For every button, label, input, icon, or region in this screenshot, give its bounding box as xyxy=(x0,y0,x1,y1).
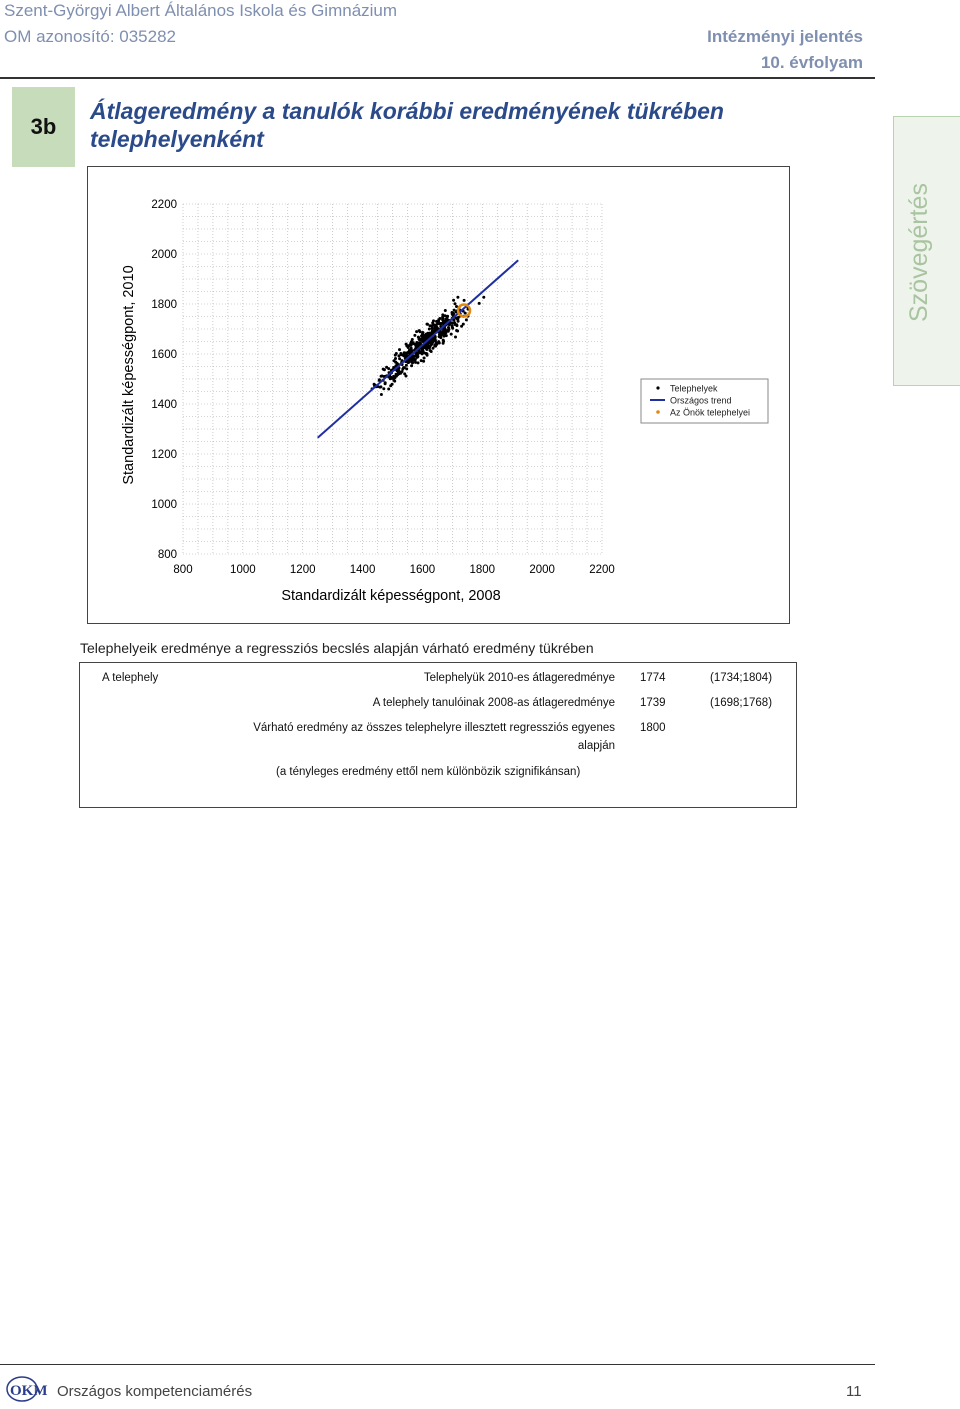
site-point xyxy=(405,367,408,370)
site-label: A telephely xyxy=(102,672,159,684)
om-id: OM azonosító: 035282 xyxy=(4,27,177,46)
y-tick-label: 1800 xyxy=(151,299,177,311)
y-tick-label: 1600 xyxy=(151,349,177,361)
site-point xyxy=(427,333,430,336)
site-point xyxy=(407,361,410,364)
site-point xyxy=(438,342,441,345)
y-tick-label: 1000 xyxy=(151,499,177,511)
site-point xyxy=(409,348,412,351)
y-tick-label: 800 xyxy=(157,549,177,561)
site-point xyxy=(432,319,435,322)
chart-legend xyxy=(641,379,768,423)
school-name: Szent-Györgyi Albert Általános Iskola és Gimnázium xyxy=(4,1,398,20)
site-point xyxy=(418,337,421,340)
footer-divider xyxy=(0,1364,875,1365)
site-point xyxy=(384,382,387,385)
site-point xyxy=(420,359,423,362)
site-point xyxy=(405,364,408,367)
site-point xyxy=(455,329,458,332)
site-point xyxy=(405,375,408,378)
svg-text:OKM: OKM xyxy=(10,1383,48,1399)
site-point xyxy=(426,354,429,357)
site-point xyxy=(399,352,402,355)
site-point xyxy=(394,357,397,360)
site-point xyxy=(465,318,468,321)
x-tick-label: 2200 xyxy=(589,564,615,576)
legend-item-sites: Telephelyek xyxy=(670,383,718,394)
x-axis-ticks xyxy=(173,564,614,576)
report-type: Intézményi jelentés xyxy=(707,27,863,46)
site-point xyxy=(425,333,428,336)
okm-logo xyxy=(4,1372,50,1404)
site-point xyxy=(452,299,455,302)
site-point xyxy=(464,312,467,315)
chart-canvas xyxy=(88,167,789,623)
site-point xyxy=(393,380,396,383)
site-point xyxy=(429,349,432,352)
site-point xyxy=(463,299,466,302)
legend-dot-icon xyxy=(656,386,659,389)
site-point xyxy=(406,344,409,347)
site-point xyxy=(478,302,481,305)
x-tick-label: 1600 xyxy=(409,564,436,576)
site-point xyxy=(428,328,431,331)
site-point xyxy=(412,341,415,344)
site-point xyxy=(390,376,393,379)
site-point xyxy=(411,360,414,363)
y-tick-label: 1200 xyxy=(151,449,177,461)
legend-item-trend: Országos trend xyxy=(670,395,732,406)
header-divider xyxy=(0,77,875,79)
site-point xyxy=(407,351,410,354)
y-axis-ticks xyxy=(151,199,177,561)
site-point xyxy=(413,334,416,337)
row-label: A telephely tanulóinak 2008-as átlageredménye xyxy=(372,697,615,709)
site-point xyxy=(450,333,453,336)
site-point xyxy=(415,330,418,333)
site-point xyxy=(441,316,444,319)
site-point xyxy=(434,326,437,329)
site-point xyxy=(439,336,442,339)
footer-label: Országos kompetenciamérés xyxy=(57,1383,253,1400)
y-tick-label: 1400 xyxy=(151,399,177,411)
x-axis-label: Standardizált képességpont, 2008 xyxy=(281,588,501,604)
site-point xyxy=(421,331,424,334)
site-point xyxy=(443,334,446,337)
site-point xyxy=(454,302,457,305)
row-value: 1774 xyxy=(640,672,666,684)
site-point xyxy=(378,378,381,381)
site-point xyxy=(402,366,405,369)
site-point xyxy=(398,357,401,360)
y-tick-label: 2200 xyxy=(151,199,177,211)
site-point xyxy=(444,309,447,312)
y-tick-label: 2000 xyxy=(151,249,177,261)
site-point xyxy=(462,323,465,326)
site-point xyxy=(382,387,385,390)
significance-note: (a tényleges eredmény ettől nem különbözik szignifikánsan) xyxy=(276,766,581,778)
site-point xyxy=(430,324,433,327)
site-point xyxy=(423,357,426,360)
x-tick-label: 2000 xyxy=(529,564,555,576)
row-ci: (1734;1804) xyxy=(710,672,773,684)
site-point xyxy=(426,323,429,326)
site-point xyxy=(391,383,394,386)
row-label: Telephelyük 2010-es átlageredménye xyxy=(423,672,615,684)
site-point xyxy=(423,345,426,348)
site-point xyxy=(457,320,460,323)
scatter-chart xyxy=(87,166,790,624)
x-tick-label: 800 xyxy=(173,564,193,576)
site-point xyxy=(380,393,383,396)
site-point xyxy=(394,354,397,357)
chart-points xyxy=(371,296,486,396)
site-point xyxy=(421,347,424,350)
x-tick-label: 1400 xyxy=(349,564,376,576)
site-point xyxy=(431,341,434,344)
site-point xyxy=(431,327,434,330)
site-point xyxy=(455,324,458,327)
site-point xyxy=(414,361,417,364)
site-point xyxy=(398,372,401,375)
site-point xyxy=(383,368,386,371)
site-point xyxy=(418,329,421,332)
section-number: 3b xyxy=(12,87,75,167)
site-point xyxy=(452,312,455,315)
grade-label: 10. évfolyam xyxy=(760,53,863,72)
site-point xyxy=(454,336,457,339)
site-point xyxy=(373,383,376,386)
page-number: 11 xyxy=(846,1383,862,1400)
row-label: Várható eredmény az összes telephelyre illesztett regressziós egyenes xyxy=(253,722,615,734)
site-point xyxy=(414,354,417,357)
legend-item-own: Az Önök telephelyei xyxy=(670,407,751,418)
site-point xyxy=(442,321,445,324)
site-point xyxy=(411,338,414,341)
site-point xyxy=(451,326,454,329)
row-value: 1800 xyxy=(640,722,666,734)
site-point xyxy=(453,321,456,324)
site-point xyxy=(417,361,420,364)
row-label-cont: alapján xyxy=(577,740,615,752)
site-point xyxy=(439,322,442,325)
site-point xyxy=(456,296,459,299)
site-point xyxy=(435,320,438,323)
y-axis-label: Standardizált képességpont, 2010 xyxy=(121,265,137,485)
site-point xyxy=(385,366,388,369)
site-point xyxy=(379,385,382,388)
site-point xyxy=(421,339,424,342)
site-point xyxy=(482,296,485,299)
site-point xyxy=(442,342,445,345)
site-point xyxy=(410,364,413,367)
site-point xyxy=(444,314,447,317)
site-point xyxy=(422,351,425,354)
site-point xyxy=(392,375,395,378)
x-tick-label: 1200 xyxy=(289,564,316,576)
x-tick-label: 1800 xyxy=(469,564,496,576)
site-point xyxy=(444,330,447,333)
site-point xyxy=(398,348,401,351)
site-point xyxy=(457,316,460,319)
site-point xyxy=(409,343,412,346)
site-point xyxy=(446,315,449,318)
site-point xyxy=(380,375,383,378)
results-table xyxy=(79,662,797,808)
subject-side-label: Szövegértés xyxy=(905,183,933,322)
results-caption: Telephelyeik eredménye a regressziós becslés alapján várható eredmény tükrében xyxy=(80,640,594,656)
site-point xyxy=(439,331,442,334)
x-tick-label: 1000 xyxy=(230,564,256,576)
legend-own-icon xyxy=(656,410,660,414)
site-point xyxy=(387,388,390,391)
section-title: Átlageredmény a tanulók korábbi eredményének tükrében telephelyenként xyxy=(90,98,724,152)
site-point xyxy=(416,343,419,346)
row-ci: (1698;1768) xyxy=(710,697,773,709)
row-value: 1739 xyxy=(640,697,666,709)
site-point xyxy=(433,345,436,348)
